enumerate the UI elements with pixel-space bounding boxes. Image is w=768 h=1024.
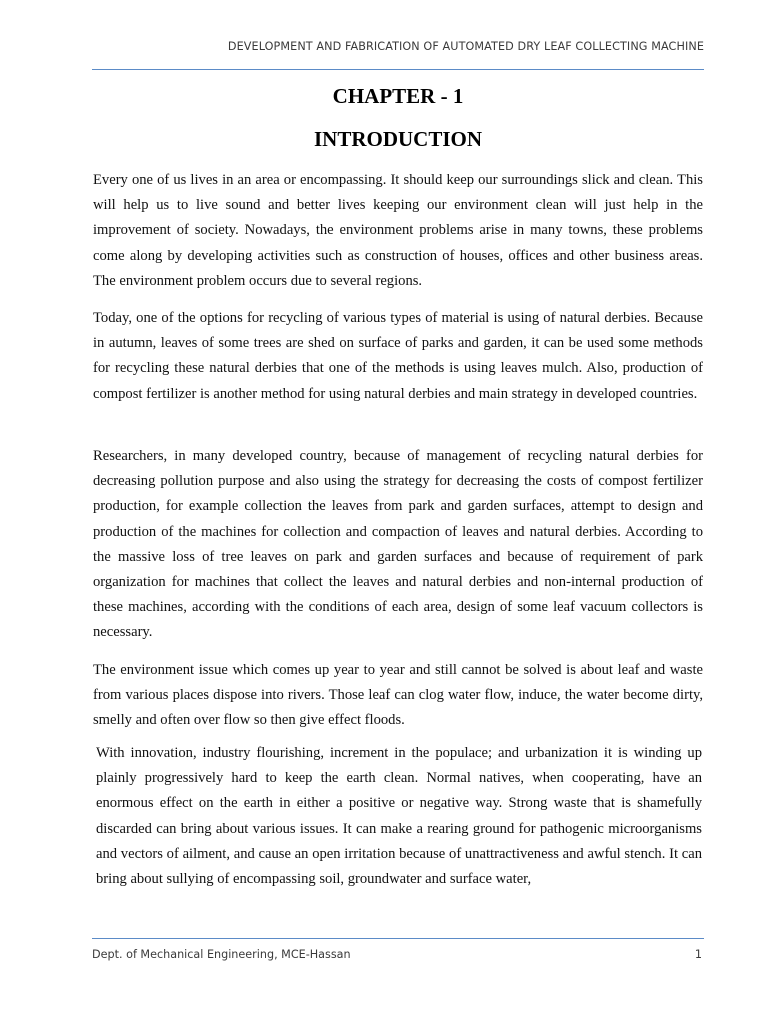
- page-footer: [92, 948, 704, 961]
- footer-divider: [92, 938, 704, 939]
- body-paragraph-4: The environment issue which comes up year to year and still cannot be solved is about leaf and waste from various places dispose into rivers. Those leaf can clog water flow, induce, the water become dirty, smelly and often over flow so then give effect floods.: [93, 662, 703, 729]
- running-header: DEVELOPMENT AND FABRICATION OF AUTOMATED DRY LEAF COLLECTING MACHINE: [227, 40, 704, 53]
- footer-department: Dept. of Mechanical Engineering, MCE-Hassan: [92, 948, 351, 961]
- body-paragraph-3: Researchers, in many developed country, because of management of recycling natural derbies for decreasing pollution purpose and also using the strategy for decreasing the costs of compost fertilizer production, for example collection the leaves from park and garden surfaces, attempt to design and production of the machines for collection and compaction of leaves and natural derbies. According to the massive loss of tree leaves on park and garden surfaces and because of requirement of park organization for machines that collect the leaves and natural derbies and non-internal production of these machines, according with the conditions of each area, design of some leaf vacuum collectors is necessary.: [93, 448, 703, 641]
- chapter-number: CHAPTER - 1: [332, 84, 464, 108]
- body-paragraph-1: Every one of us lives in an area or encompassing. It should keep our surroundings slick and clean. This will help us to live sound and better lives keeping our environment clean will just help in the improvement of society. Nowadays, the environment problems arise in many towns, these problems come along by developing activities such as construction of houses, offices and other business areas. The environment problem occurs due to several regions.: [93, 172, 703, 289]
- page-number: 1: [694, 948, 702, 961]
- chapter-title: INTRODUCTION: [313, 127, 483, 151]
- body-paragraph-5: With innovation, industry flourishing, increment in the populace; and urbanization it is winding up plainly progressively hard to keep the earth clean. Normal natives, when cooperating, have an enormous effect on the earth in either a positive or negative way. Strong waste that is shamefully discarded can bring about various issues. It can make a rearing ground for pathogenic microorganisms and vectors of ailment, and cause an open irritation because of unattractiveness and awful stench. It can bring about sullying of encompassing soil, groundwater and surface water,: [96, 745, 702, 888]
- header-divider: [92, 69, 704, 70]
- body-paragraph-2: Today, one of the options for recycling of various types of material is using of natural derbies. Because in autumn, leaves of some trees are shed on surface of parks and garden, it can be used some methods for recycling these natural derbies that one of the methods is using leaves mulch. Also, production of compost fertilizer is another method for using natural derbies and main strategy in developed countries.: [93, 310, 703, 402]
